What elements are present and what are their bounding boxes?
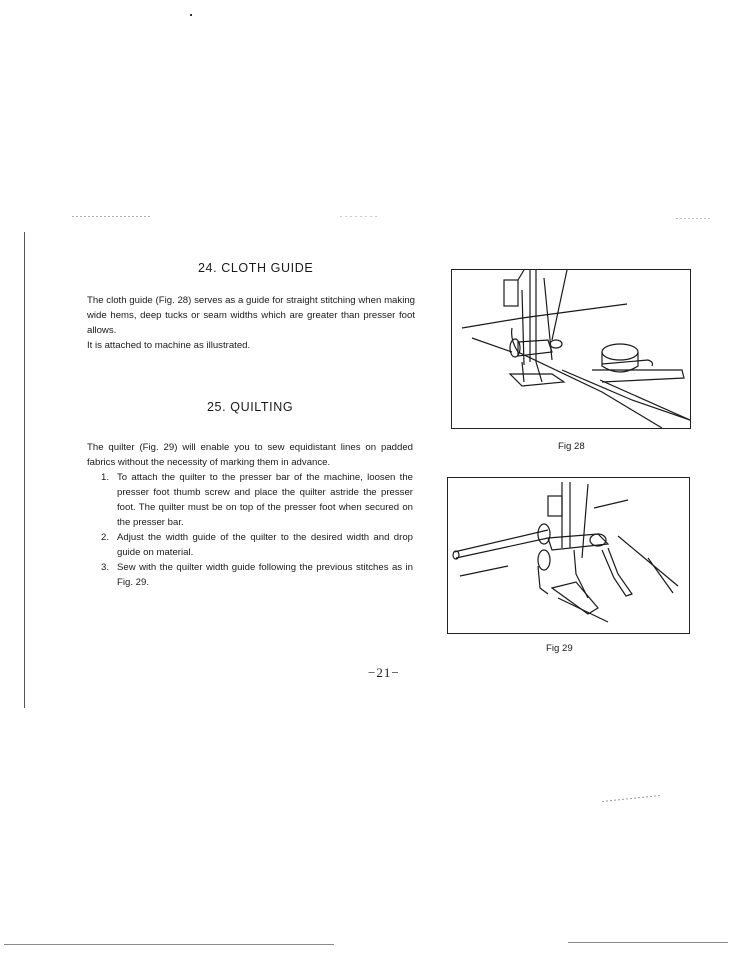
list-item — [87, 560, 413, 590]
figure-29 — [447, 477, 690, 634]
bottom-rule-left — [4, 944, 334, 945]
step-text: To attach the quilter to the presser bar of the machine, loosen the presser foot thumb screw and place the quilter astride the presser foot. The quilter must be on top of the presser foot when secured on the presser bar. — [117, 472, 413, 528]
scan-dots — [676, 218, 712, 219]
cloth-guide-paragraph: The cloth guide (Fig. 28) serves as a guide for straight stitching when making wide hems, deep tucks or seam widths which are greater than presser foot allows. — [87, 295, 415, 336]
list-item — [87, 470, 413, 530]
figure-28 — [451, 269, 691, 429]
page-number: −21− — [368, 665, 400, 680]
step-text: Adjust the width guide of the quilter to the desired width and drop guide on material. — [117, 532, 413, 558]
quilting-text — [87, 440, 413, 590]
figure-29-caption: Fig 29 — [546, 643, 573, 654]
cloth-guide-illustration-icon — [452, 270, 690, 428]
step-text: Sew with the quilter width guide following the previous stitches as in Fig. 29. — [117, 562, 413, 588]
scan-mark — [190, 14, 192, 16]
quilting-steps — [87, 470, 413, 590]
scan-dots — [602, 795, 660, 802]
cloth-guide-text — [87, 293, 415, 353]
cloth-guide-paragraph: It is attached to machine as illustrated. — [87, 340, 251, 351]
quilter-illustration-icon — [448, 478, 689, 633]
scan-dots — [72, 216, 152, 217]
list-item — [87, 530, 413, 560]
step-number: 3. — [101, 562, 110, 573]
figure-28-caption: Fig 28 — [558, 441, 585, 452]
step-number: 2. — [101, 532, 110, 543]
step-number: 1. — [101, 472, 110, 483]
bottom-rule-right — [568, 942, 728, 943]
scan-dots — [340, 216, 380, 217]
left-margin-line — [24, 232, 25, 708]
quilting-intro: The quilter (Fig. 29) will enable you to sew equidistant lines on padded fabrics without the necessity of marking them in advance. — [87, 442, 413, 468]
section-heading-quilting: 25. QUILTING — [207, 400, 294, 414]
section-heading-cloth-guide: 24. CLOTH GUIDE — [198, 261, 314, 275]
